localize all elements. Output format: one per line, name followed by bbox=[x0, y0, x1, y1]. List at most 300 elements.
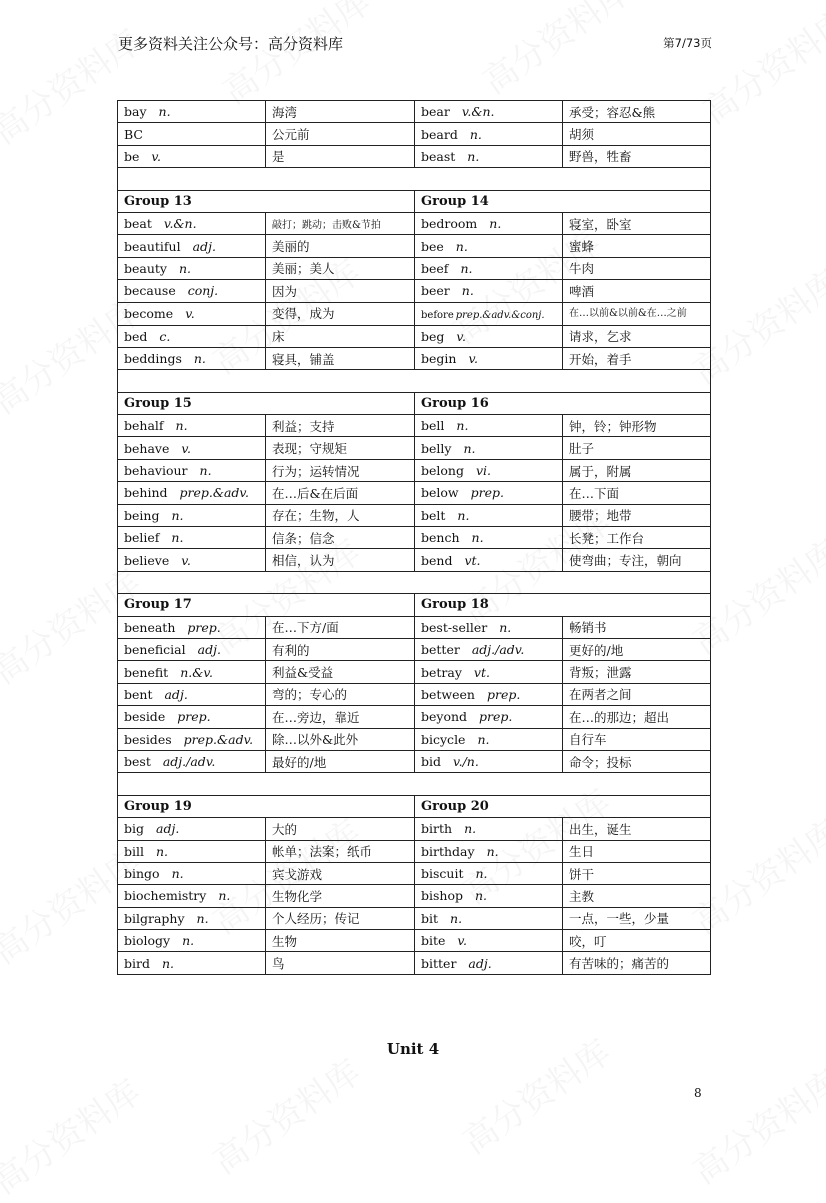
word-cell bbox=[118, 728, 266, 750]
word-cell bbox=[415, 549, 563, 571]
watermark-text bbox=[691, 0, 826, 133]
part-of-speech: n. bbox=[161, 955, 175, 971]
watermark-text bbox=[211, 0, 378, 113]
word-cell bbox=[118, 616, 266, 638]
english-word: between bbox=[421, 686, 475, 702]
meaning-cell: 生物 bbox=[266, 930, 415, 952]
word-cell bbox=[118, 459, 266, 481]
english-word: belt bbox=[421, 507, 446, 523]
english-word: biology bbox=[124, 933, 171, 949]
english-word: bit bbox=[421, 910, 439, 926]
english-word: best-seller bbox=[421, 619, 488, 635]
meaning-cell: 在…下面 bbox=[563, 482, 711, 504]
word-cell bbox=[118, 302, 266, 325]
meaning-cell: 美丽；美人 bbox=[266, 257, 415, 279]
word-cell bbox=[415, 661, 563, 683]
spacer-row bbox=[118, 571, 711, 593]
english-word: beddings bbox=[124, 351, 182, 367]
vocab-row bbox=[118, 123, 711, 145]
word-cell bbox=[118, 347, 266, 369]
vocab-row bbox=[118, 549, 711, 571]
vocab-row bbox=[118, 437, 711, 459]
meaning-cell: 更好的/地 bbox=[563, 638, 711, 660]
part-of-speech: n. bbox=[471, 530, 484, 546]
vocab-row bbox=[118, 952, 711, 974]
spacer-cell bbox=[118, 168, 711, 190]
part-of-speech: prep. bbox=[177, 709, 211, 725]
meaning-cell: 胡须 bbox=[563, 123, 711, 145]
part-of-speech: prep. bbox=[470, 485, 504, 501]
english-word: bite bbox=[421, 933, 446, 949]
word-cell bbox=[118, 706, 266, 728]
english-word: before bbox=[421, 310, 454, 322]
word-cell bbox=[118, 145, 266, 167]
group-header-row bbox=[118, 594, 711, 616]
part-of-speech: n. bbox=[156, 843, 169, 859]
word-cell bbox=[415, 616, 563, 638]
english-word: bitter bbox=[421, 955, 457, 971]
meaning-cell: 寝具，铺盖 bbox=[266, 347, 415, 369]
vocab-row bbox=[118, 280, 711, 302]
word-cell bbox=[118, 862, 266, 884]
meaning-cell: 咬，叮 bbox=[563, 930, 711, 952]
meaning-cell: 牛肉 bbox=[563, 257, 711, 279]
word-cell bbox=[415, 840, 563, 862]
group-label: Group 15 bbox=[118, 392, 415, 414]
english-word: bill bbox=[124, 843, 144, 859]
word-cell bbox=[118, 952, 266, 974]
vocab-row bbox=[118, 459, 711, 481]
english-word: bear bbox=[421, 104, 450, 120]
word-cell bbox=[415, 818, 563, 840]
vocab-row bbox=[118, 527, 711, 549]
english-word: beneath bbox=[124, 619, 176, 635]
english-word: below bbox=[421, 485, 459, 501]
english-word: benefit bbox=[124, 664, 169, 680]
word-cell bbox=[415, 930, 563, 952]
word-cell bbox=[118, 885, 266, 907]
english-word: bilgraphy bbox=[124, 910, 185, 926]
word-cell bbox=[415, 415, 563, 437]
meaning-cell: 野兽，牲畜 bbox=[563, 145, 711, 167]
vocab-row bbox=[118, 415, 711, 437]
word-cell bbox=[118, 437, 266, 459]
part-of-speech: v. bbox=[151, 148, 161, 164]
word-cell bbox=[415, 302, 563, 325]
page-number: 8 bbox=[694, 1086, 702, 1100]
english-word: besides bbox=[124, 731, 172, 747]
part-of-speech: vt. bbox=[464, 552, 481, 568]
word-cell bbox=[118, 212, 266, 234]
group-label: Group 19 bbox=[118, 795, 415, 817]
part-of-speech: n.&v. bbox=[180, 664, 213, 680]
word-cell bbox=[415, 347, 563, 369]
group-label: Group 20 bbox=[415, 795, 711, 817]
part-of-speech: n. bbox=[182, 933, 195, 949]
meaning-cell: 床 bbox=[266, 325, 415, 347]
part-of-speech: n. bbox=[450, 910, 463, 926]
meaning-cell: 鸟 bbox=[266, 952, 415, 974]
meaning-cell: 畅销书 bbox=[563, 616, 711, 638]
meaning-cell: 请求，乞求 bbox=[563, 325, 711, 347]
part-of-speech: n. bbox=[464, 821, 477, 837]
english-word: bird bbox=[124, 955, 150, 971]
part-of-speech: n. bbox=[196, 910, 209, 926]
group-label: Group 18 bbox=[415, 594, 711, 616]
vocab-row bbox=[118, 212, 711, 234]
english-word: bench bbox=[421, 530, 460, 546]
part-of-speech: n. bbox=[158, 104, 171, 120]
part-of-speech: prep. bbox=[187, 619, 221, 635]
word-cell bbox=[415, 325, 563, 347]
english-word: beat bbox=[124, 216, 152, 232]
meaning-cell: 出生，诞生 bbox=[563, 818, 711, 840]
part-of-speech: n. bbox=[171, 507, 184, 523]
part-of-speech: n. bbox=[460, 260, 473, 276]
part-of-speech: n. bbox=[499, 619, 512, 635]
vocab-row bbox=[118, 907, 711, 929]
part-of-speech: prep. bbox=[479, 709, 513, 725]
english-word: become bbox=[124, 306, 174, 322]
group-header-row bbox=[118, 795, 711, 817]
vocab-row bbox=[118, 101, 711, 123]
meaning-cell: 钟，铃；钟形物 bbox=[563, 415, 711, 437]
vocab-row bbox=[118, 661, 711, 683]
part-of-speech: n. bbox=[469, 126, 482, 142]
word-cell bbox=[415, 706, 563, 728]
group-header-row bbox=[118, 190, 711, 212]
meaning-cell: 相信，认为 bbox=[266, 549, 415, 571]
word-cell bbox=[118, 280, 266, 302]
meaning-cell: 存在；生物，人 bbox=[266, 504, 415, 526]
watermark-text bbox=[0, 1066, 149, 1203]
part-of-speech: prep. bbox=[486, 686, 521, 702]
english-word: beg bbox=[421, 328, 445, 344]
word-cell bbox=[118, 840, 266, 862]
meaning-cell: 最好的/地 bbox=[266, 750, 415, 772]
vocab-row bbox=[118, 325, 711, 347]
part-of-speech: adj. bbox=[468, 955, 492, 971]
vocab-row bbox=[118, 728, 711, 750]
english-word: beautiful bbox=[124, 238, 181, 254]
english-word: behind bbox=[124, 485, 168, 501]
word-cell bbox=[118, 123, 266, 145]
part-of-speech: adj./adv. bbox=[471, 642, 525, 658]
vocab-row bbox=[118, 750, 711, 772]
meaning-cell: 肚子 bbox=[563, 437, 711, 459]
word-cell bbox=[415, 123, 563, 145]
spacer-row bbox=[118, 168, 711, 190]
vocab-row bbox=[118, 616, 711, 638]
meaning-cell: 属于，附属 bbox=[563, 459, 711, 481]
part-of-speech: vi. bbox=[475, 463, 492, 479]
meaning-cell: 主教 bbox=[563, 885, 711, 907]
english-word: bent bbox=[124, 686, 153, 702]
part-of-speech: adj. bbox=[192, 238, 216, 254]
spacer-cell bbox=[118, 370, 711, 392]
meaning-cell: 啤酒 bbox=[563, 280, 711, 302]
vocab-row bbox=[118, 840, 711, 862]
word-cell bbox=[118, 325, 266, 347]
english-word: biochemistry bbox=[124, 888, 207, 904]
part-of-speech: v. bbox=[468, 351, 479, 367]
word-cell bbox=[415, 101, 563, 123]
part-of-speech: n. bbox=[218, 888, 231, 904]
meaning-cell: 命令；投标 bbox=[563, 750, 711, 772]
word-cell bbox=[118, 527, 266, 549]
spacer-row bbox=[118, 773, 711, 795]
part-of-speech: n. bbox=[171, 866, 184, 882]
part-of-speech: n. bbox=[171, 530, 184, 546]
meaning-cell: 利益&受益 bbox=[266, 661, 415, 683]
meaning-cell: 利益；支持 bbox=[266, 415, 415, 437]
english-word: beauty bbox=[124, 260, 167, 276]
part-of-speech: n. bbox=[486, 843, 499, 859]
english-word: beef bbox=[421, 260, 449, 276]
vocab-row bbox=[118, 504, 711, 526]
vocab-row bbox=[118, 235, 711, 257]
part-of-speech: adj. bbox=[156, 821, 180, 837]
part-of-speech: prep.&adv. bbox=[183, 731, 254, 747]
part-of-speech: v. bbox=[456, 328, 466, 344]
spacer-row bbox=[118, 370, 711, 392]
english-word: belong bbox=[421, 463, 464, 479]
part-of-speech: prep.&adv.&conj. bbox=[455, 310, 545, 322]
word-cell bbox=[118, 415, 266, 437]
part-of-speech: vt. bbox=[473, 664, 490, 680]
english-word: birth bbox=[421, 821, 453, 837]
part-of-speech: v.&n. bbox=[163, 216, 197, 232]
english-word: being bbox=[124, 507, 160, 523]
meaning-cell: 大的 bbox=[266, 818, 415, 840]
english-word: beard bbox=[421, 126, 458, 142]
english-word: bingo bbox=[124, 866, 160, 882]
word-cell bbox=[415, 145, 563, 167]
vocab-row bbox=[118, 257, 711, 279]
meaning-cell: 有利的 bbox=[266, 638, 415, 660]
word-cell bbox=[415, 212, 563, 234]
english-word: bee bbox=[421, 238, 444, 254]
english-word: belly bbox=[421, 440, 452, 456]
word-cell bbox=[415, 750, 563, 772]
meaning-cell: 蜜蜂 bbox=[563, 235, 711, 257]
english-word: bell bbox=[421, 418, 445, 434]
part-of-speech: n. bbox=[457, 507, 470, 523]
part-of-speech: v. bbox=[457, 933, 467, 949]
english-word: big bbox=[124, 821, 145, 837]
word-cell bbox=[415, 482, 563, 504]
meaning-cell: 背叛；泄露 bbox=[563, 661, 711, 683]
meaning-cell: 帐单；法案；纸币 bbox=[266, 840, 415, 862]
english-word: birthday bbox=[421, 843, 475, 859]
english-word: betray bbox=[421, 664, 462, 680]
part-of-speech: v. bbox=[181, 552, 191, 568]
word-cell bbox=[118, 235, 266, 257]
english-word: behave bbox=[124, 440, 170, 456]
meaning-cell: 敲打；跳动；击败&节拍 bbox=[266, 212, 415, 234]
spacer-cell bbox=[118, 571, 711, 593]
meaning-cell: 开始，着手 bbox=[563, 347, 711, 369]
meaning-cell: 行为；运转情况 bbox=[266, 459, 415, 481]
word-cell bbox=[415, 683, 563, 705]
meaning-cell: 腰带；地带 bbox=[563, 504, 711, 526]
english-word: beast bbox=[421, 148, 456, 164]
word-cell bbox=[118, 638, 266, 660]
word-cell bbox=[415, 437, 563, 459]
part-of-speech: n. bbox=[179, 260, 192, 276]
meaning-cell: 海湾 bbox=[266, 101, 415, 123]
word-cell bbox=[118, 818, 266, 840]
group-header-row bbox=[118, 392, 711, 414]
english-word: behaviour bbox=[124, 463, 188, 479]
english-word: better bbox=[421, 642, 460, 658]
vocab-row bbox=[118, 347, 711, 369]
meaning-cell: 生物化学 bbox=[266, 885, 415, 907]
english-word: bid bbox=[421, 754, 442, 770]
english-word: best bbox=[124, 754, 151, 770]
meaning-cell: 在…的那边；超出 bbox=[563, 706, 711, 728]
english-word: bicycle bbox=[421, 731, 466, 747]
word-cell bbox=[118, 101, 266, 123]
word-cell bbox=[415, 527, 563, 549]
page-counter: 第7/73页 bbox=[663, 36, 712, 50]
english-word: bed bbox=[124, 328, 148, 344]
meaning-cell: 自行车 bbox=[563, 728, 711, 750]
part-of-speech: n. bbox=[193, 351, 206, 367]
word-cell bbox=[415, 459, 563, 481]
vocabulary-table bbox=[117, 100, 711, 975]
header-title: 更多资料关注公众号：高分资料库 bbox=[118, 35, 344, 53]
vocab-row bbox=[118, 862, 711, 884]
part-of-speech: n. bbox=[463, 440, 476, 456]
word-cell bbox=[118, 504, 266, 526]
watermark-text bbox=[201, 1046, 368, 1184]
english-word: belief bbox=[124, 530, 160, 546]
watermark-text bbox=[681, 1056, 826, 1194]
part-of-speech: adj./adv. bbox=[162, 754, 216, 770]
word-cell bbox=[415, 728, 563, 750]
part-of-speech: n. bbox=[456, 418, 469, 434]
part-of-speech: prep.&adv. bbox=[179, 485, 249, 501]
english-word: believe bbox=[124, 552, 170, 568]
meaning-cell: 在…以前&以前&在…之前 bbox=[563, 302, 711, 325]
english-word: bend bbox=[421, 552, 453, 568]
watermark-text bbox=[471, 0, 638, 103]
part-of-speech: v.&n. bbox=[461, 104, 495, 120]
english-word: be bbox=[124, 148, 140, 164]
english-word: beside bbox=[124, 709, 166, 725]
vocab-row bbox=[118, 683, 711, 705]
meaning-cell: 一点，一些，少量 bbox=[563, 907, 711, 929]
word-cell bbox=[415, 952, 563, 974]
part-of-speech: adj. bbox=[197, 642, 221, 658]
part-of-speech: n. bbox=[199, 463, 212, 479]
meaning-cell: 承受；容忍&熊 bbox=[563, 101, 711, 123]
group-label: Group 16 bbox=[415, 392, 711, 414]
meaning-cell: 变得，成为 bbox=[266, 302, 415, 325]
word-cell bbox=[415, 504, 563, 526]
meaning-cell: 使弯曲；专注，朝向 bbox=[563, 549, 711, 571]
meaning-cell: 个人经历；传记 bbox=[266, 907, 415, 929]
vocab-row bbox=[118, 930, 711, 952]
english-word: bay bbox=[124, 104, 147, 120]
english-word: behalf bbox=[124, 418, 164, 434]
meaning-cell: 在…旁边，靠近 bbox=[266, 706, 415, 728]
meaning-cell: 有苦味的；痛苦的 bbox=[563, 952, 711, 974]
meaning-cell: 长凳；工作台 bbox=[563, 527, 711, 549]
meaning-cell: 因为 bbox=[266, 280, 415, 302]
group-label: Group 14 bbox=[415, 190, 711, 212]
group-label: Group 13 bbox=[118, 190, 415, 212]
part-of-speech: n. bbox=[175, 418, 188, 434]
english-word: beyond bbox=[421, 709, 468, 725]
vocab-row bbox=[118, 482, 711, 504]
meaning-cell: 宾戈游戏 bbox=[266, 862, 415, 884]
part-of-speech: conj. bbox=[187, 283, 219, 299]
meaning-cell: 公元前 bbox=[266, 123, 415, 145]
part-of-speech: v. bbox=[185, 306, 195, 322]
english-word: because bbox=[124, 283, 176, 299]
word-cell bbox=[415, 235, 563, 257]
meaning-cell: 在…下方/面 bbox=[266, 616, 415, 638]
meaning-cell: 在两者之间 bbox=[563, 683, 711, 705]
part-of-speech: v./n. bbox=[453, 754, 479, 770]
part-of-speech: c. bbox=[159, 328, 171, 344]
word-cell bbox=[415, 907, 563, 929]
word-cell bbox=[415, 257, 563, 279]
unit-heading: Unit 4 bbox=[386, 1040, 440, 1058]
word-cell bbox=[118, 257, 266, 279]
vocab-row bbox=[118, 706, 711, 728]
meaning-cell: 是 bbox=[266, 145, 415, 167]
word-cell bbox=[415, 862, 563, 884]
part-of-speech: n. bbox=[467, 148, 480, 164]
word-cell bbox=[118, 482, 266, 504]
group-label: Group 17 bbox=[118, 594, 415, 616]
meaning-cell: 信条；信念 bbox=[266, 527, 415, 549]
english-word: bedroom bbox=[421, 216, 478, 232]
vocab-row bbox=[118, 302, 711, 325]
spacer-cell bbox=[118, 773, 711, 795]
word-cell bbox=[118, 750, 266, 772]
vocab-row bbox=[118, 818, 711, 840]
word-cell bbox=[415, 885, 563, 907]
word-cell bbox=[118, 549, 266, 571]
word-cell bbox=[118, 907, 266, 929]
meaning-cell: 表现；守规矩 bbox=[266, 437, 415, 459]
part-of-speech: n. bbox=[455, 238, 468, 254]
meaning-cell: 寝室，卧室 bbox=[563, 212, 711, 234]
word-cell bbox=[118, 930, 266, 952]
part-of-speech: n. bbox=[461, 283, 474, 299]
english-word: bishop bbox=[421, 888, 463, 904]
word-cell bbox=[415, 280, 563, 302]
word-cell bbox=[118, 661, 266, 683]
english-word: beneficial bbox=[124, 642, 186, 658]
part-of-speech: n. bbox=[489, 216, 502, 232]
meaning-cell: 除…以外&此外 bbox=[266, 728, 415, 750]
word-cell bbox=[415, 638, 563, 660]
word-cell bbox=[118, 683, 266, 705]
vocab-row bbox=[118, 885, 711, 907]
meaning-cell: 在…后&在后面 bbox=[266, 482, 415, 504]
part-of-speech: adj. bbox=[164, 686, 188, 702]
english-word: biscuit bbox=[421, 866, 464, 882]
vocab-row bbox=[118, 145, 711, 167]
part-of-speech: n. bbox=[477, 731, 490, 747]
part-of-speech: n. bbox=[475, 888, 488, 904]
meaning-cell: 生日 bbox=[563, 840, 711, 862]
